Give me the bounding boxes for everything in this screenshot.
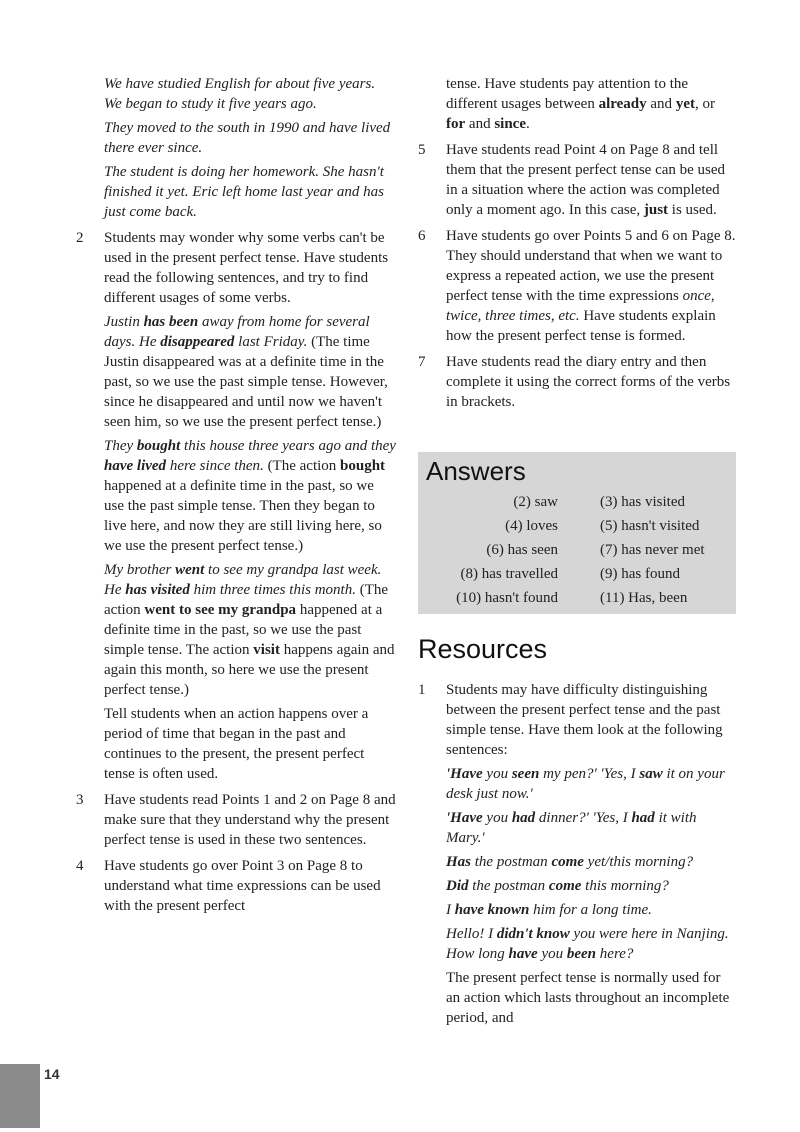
explanation-text: The present perfect tense is normally used for an action which lasts throughout an incomplete period, and [446, 970, 730, 1026]
left-column [76, 74, 396, 922]
list-item-text: Have students read Point 4 on Page 8 and tell them that the present perfect tense can be used in a situation where the action was completed only a moment ago. In this case, just is used. [446, 142, 726, 218]
answer-item: (7) has never met [600, 542, 705, 558]
list-number: 5 [418, 142, 426, 158]
page-tab [0, 1064, 40, 1128]
list-item-text: Have students read the diary entry and then complete it using the correct forms of the verbs in brackets. [446, 354, 731, 410]
continued-text: tense. Have students pay attention to the different usages between already and yet, or for and since. [446, 76, 715, 132]
answers-grid [418, 492, 736, 608]
answer-item: (5) hasn't visited [600, 518, 700, 534]
answer-item: (4) loves [505, 518, 558, 534]
example-sentence: The student is doing her homework. She hasn't finished it yet. Eric left home last year and has just come back. [104, 164, 384, 220]
example-sentence: 'Have you had dinner?' 'Yes, I had it with Mary.' [446, 810, 697, 846]
answer-item: (6) has seen [486, 542, 558, 558]
example-brother: My brother went to see my grandpa last week. He has visited him three times this month. (The action went to see my grandpa happened at a definite time in the past, so we use the past simple tense. The action visit happens again and again this month, so here we use the present perfect tense.) [104, 562, 395, 698]
example-sentence: 'Have you seen my pen?' 'Yes, I saw it on your desk just now.' [446, 766, 725, 802]
explanation-text: Tell students when an action happens over a period of time that began in the past and continues to the present, the present perfect tense is often used. [104, 706, 369, 782]
page-number: 14 [44, 1066, 60, 1082]
example-sentence: They moved to the south in 1990 and have lived there ever since. [104, 120, 391, 156]
list-item-4 [76, 856, 396, 916]
list-item-7 [418, 352, 736, 412]
list-item-text: Have students read Points 1 and 2 on Page 8 and make sure that they understand why the present perfect tense is used in these two sentences. [104, 792, 396, 848]
answer-item: (8) has travelled [460, 566, 558, 582]
answer-item: (2) saw [513, 494, 558, 510]
right-column [418, 74, 736, 418]
list-number: 2 [76, 230, 84, 246]
list-item-text: Have students go over Point 3 on Page 8 to understand what time expressions can be used with the present perfect [104, 858, 381, 914]
list-item-6 [418, 226, 736, 346]
list-item-2 [76, 228, 396, 784]
list-number: 7 [418, 354, 426, 370]
list-item-text: Have students go over Points 5 and 6 on Page 8. They should understand that when we want to express a repeated action, we use the present perfect tense with the time expressions once, twice, three times, etc. Have students explain how the present perfect tense is formed. [446, 228, 736, 344]
list-item-text: Students may wonder why some verbs can't be used in the present perfect tense. Have students read the following sentences, and try to find different usages of some verbs. [104, 230, 389, 306]
list-number: 4 [76, 858, 84, 874]
example-house: They bought this house three years ago and they have lived here since then. (The action bought happened at a definite time in the past, so we use the past simple tense. Then they began to live here, and now they are still living here, so we use the present perfect tense.) [104, 438, 396, 554]
example-sentence: Has the postman come yet/this morning? [446, 854, 694, 870]
resources-heading: Resources [418, 634, 548, 664]
list-item-1 [418, 680, 736, 1028]
example-justin: Justin has been away from home for several days. He disappeared last Friday. (The time Justin disappeared was at a definite time in the past, so we use the past simple tense. However, since he disappeared and until now we haven't seen him, so we use the present perfect tense.) [104, 314, 388, 430]
answer-item: (3) has visited [600, 494, 685, 510]
example-sentence: Did the postman come this morning? [446, 878, 669, 894]
answers-box [418, 452, 736, 614]
answer-item: (11) Has, been [600, 590, 688, 606]
answer-item: (9) has found [600, 566, 680, 582]
answers-heading: Answers [426, 456, 526, 486]
example-sentence: Hello! I didn't know you were here in Nanjing. How long have you been here? [446, 926, 729, 962]
resources-section [418, 680, 736, 1034]
list-item-3 [76, 790, 396, 850]
answer-item: (10) hasn't found [456, 590, 558, 606]
example-sentence: We have studied English for about five years. We began to study it five years ago. [104, 76, 376, 112]
list-number: 3 [76, 792, 84, 808]
list-item-text: Students may have difficulty distinguishing between the present perfect tense and the past simple tense. Have them look at the following sentences: [446, 682, 723, 758]
list-number: 6 [418, 228, 426, 244]
list-number: 1 [418, 682, 426, 698]
example-sentence: I have known him for a long time. [446, 902, 652, 918]
list-item-5 [418, 140, 736, 220]
